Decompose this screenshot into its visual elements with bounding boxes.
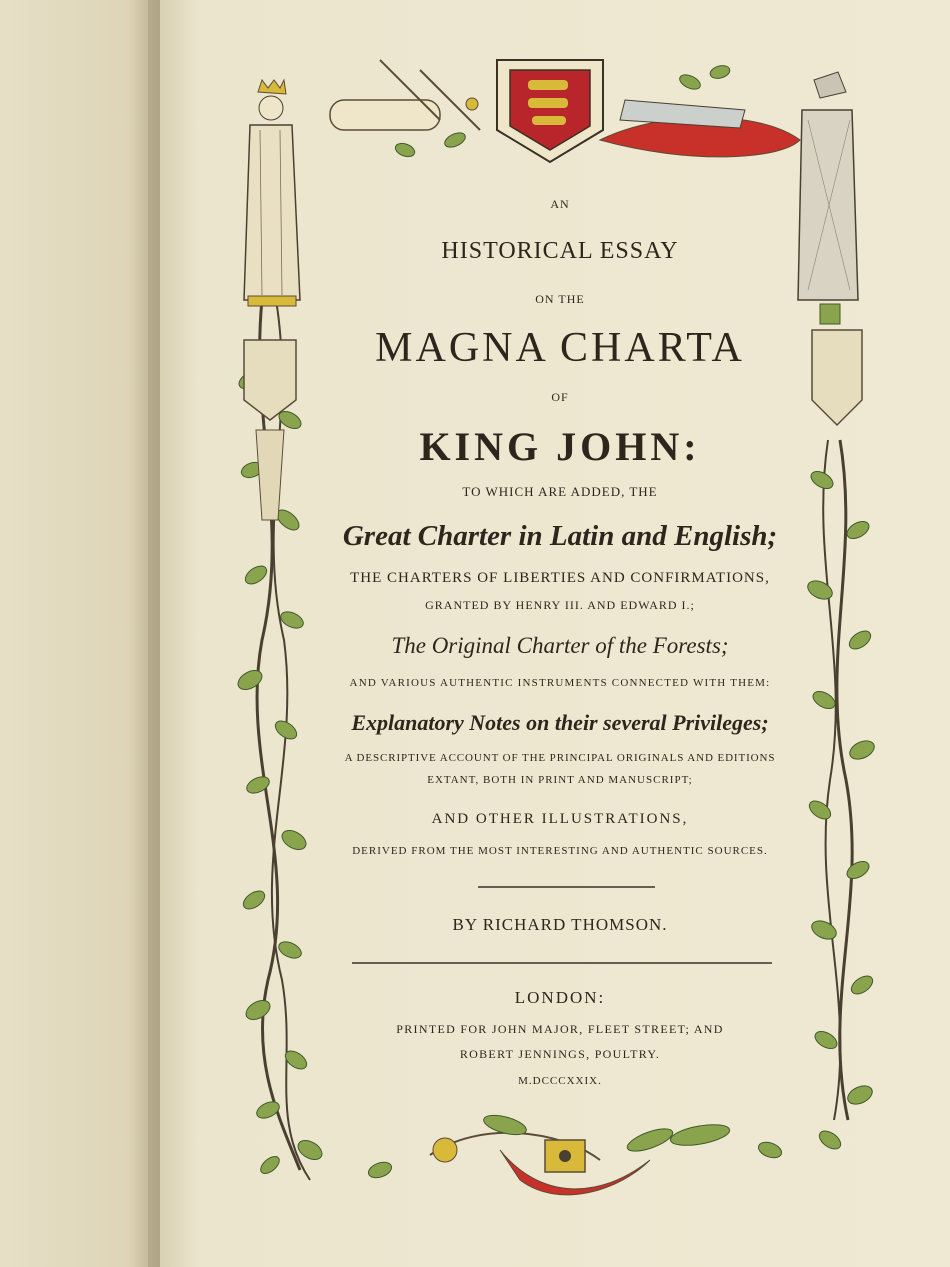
gutter-shadow xyxy=(148,0,162,1267)
line-various-instruments: AND VARIOUS AUTHENTIC INSTRUMENTS CONNECTED WITH THEM: xyxy=(349,677,771,689)
line-london: LONDON: xyxy=(514,988,606,1007)
line-year: M.DCCCXXIX. xyxy=(518,1075,602,1087)
facing-page xyxy=(0,0,160,1267)
line-extant: EXTANT, BOTH IN PRINT AND MANUSCRIPT; xyxy=(427,774,693,786)
line-original-charter-forests: The Original Charter of the Forests; xyxy=(391,633,729,658)
line-explanatory-notes: Explanatory Notes on their several Privileges; xyxy=(351,710,769,735)
line-great-charter: Great Charter in Latin and English; xyxy=(342,520,778,552)
line-other-illustrations: AND OTHER ILLUSTRATIONS, xyxy=(431,811,689,827)
line-charters-of-liberties: THE CHARTERS OF LIBERTIES AND CONFIRMATIONS, xyxy=(350,570,770,586)
line-robert-jennings: ROBERT JENNINGS, POULTRY. xyxy=(459,1047,661,1061)
line-granted-by: GRANTED BY HENRY III. AND EDWARD I.; xyxy=(425,598,695,612)
line-of: OF xyxy=(551,390,569,404)
line-on-the: ON THE xyxy=(535,292,585,306)
line-an: AN xyxy=(550,197,570,211)
line-author: BY RICHARD THOMSON. xyxy=(452,915,668,934)
line-magna-charta: MAGNA CHARTA xyxy=(375,325,745,371)
line-to-which-are-added: TO WHICH ARE ADDED, THE xyxy=(462,484,658,499)
line-derived-from: DERIVED FROM THE MOST INTERESTING AND AUTHENTIC SOURCES. xyxy=(352,845,768,857)
line-king-john: KING JOHN: xyxy=(419,424,701,469)
line-historical-essay: HISTORICAL ESSAY xyxy=(441,238,679,264)
line-descriptive-account: A DESCRIPTIVE ACCOUNT OF THE PRINCIPAL ORIGINALS AND EDITIONS xyxy=(344,752,776,764)
line-printed-for: PRINTED FOR JOHN MAJOR, FLEET STREET; AND xyxy=(396,1022,724,1036)
